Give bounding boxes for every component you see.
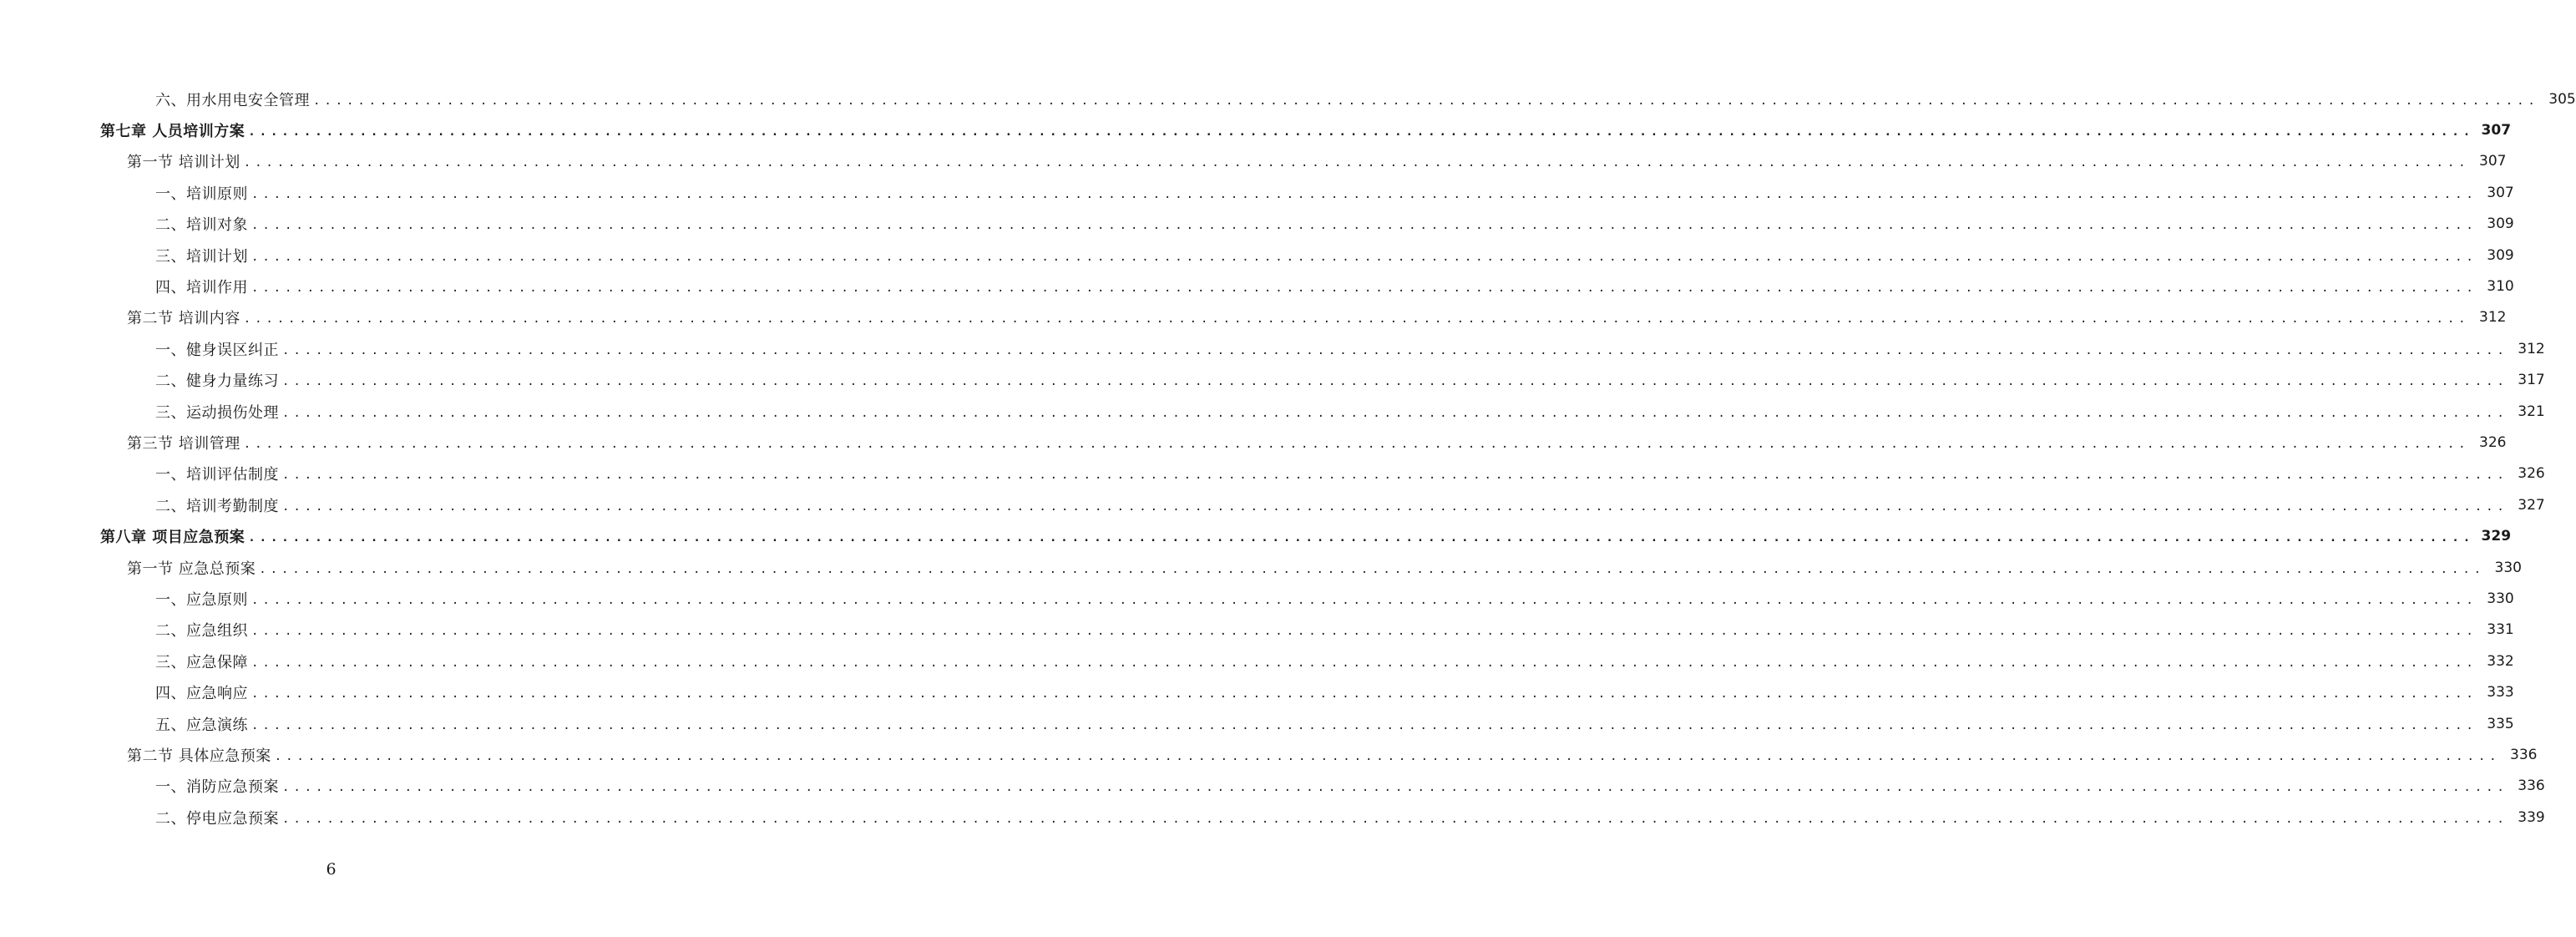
dot-leader: ........................................................................................................................................................................................................ bbox=[282, 812, 2508, 826]
toc-entry-label: 第三节 培训管理 bbox=[127, 434, 240, 453]
toc-entry-label: 第一节 培训计划 bbox=[127, 154, 240, 172]
toc-entry-item[interactable] bbox=[0, 615, 2514, 646]
toc-entry-section[interactable] bbox=[0, 427, 2507, 458]
dot-leader: ........................................................................................................................................................................................................ bbox=[248, 531, 2475, 545]
toc-entry-item[interactable] bbox=[0, 646, 2514, 676]
dot-leader: ........................................................................................................................................................................................................ bbox=[282, 343, 2508, 357]
toc-entry-label: 三、运动损伤处理 bbox=[155, 403, 279, 422]
toc-entry-section[interactable] bbox=[0, 552, 2522, 583]
toc-entry-page-number: 333 bbox=[2487, 684, 2514, 701]
toc-entry-label: 二、停电应急预案 bbox=[155, 809, 279, 828]
dot-leader: ........................................................................................................................................................................................................ bbox=[251, 187, 2477, 201]
toc-entry-label: 三、应急保障 bbox=[155, 653, 248, 671]
toc-entry-label: 第二节 培训内容 bbox=[127, 310, 240, 328]
toc-entry-page-number: 336 bbox=[2518, 777, 2545, 795]
toc-entry-page-number: 305 bbox=[2548, 90, 2576, 108]
toc-entry-label: 二、健身力量练习 bbox=[155, 372, 279, 391]
toc-entry-label: 一、健身误区纠正 bbox=[155, 341, 279, 359]
table-of-contents bbox=[0, 84, 2576, 833]
dot-leader: ........................................................................................................................................................................................................ bbox=[251, 625, 2477, 639]
toc-entry-label: 一、培训评估制度 bbox=[155, 466, 279, 484]
dot-leader: ........................................................................................................................................................................................................ bbox=[282, 468, 2508, 483]
toc-entry-label: 第八章 项目应急预案 bbox=[100, 529, 245, 547]
toc-entry-label: 一、培训原则 bbox=[155, 185, 248, 203]
toc-entry-item[interactable] bbox=[0, 802, 2545, 833]
toc-entry-item[interactable] bbox=[0, 240, 2514, 271]
dot-leader: ........................................................................................................................................................................................................ bbox=[282, 499, 2508, 514]
toc-entry-page-number: 330 bbox=[2487, 590, 2514, 607]
toc-entry-item[interactable] bbox=[0, 177, 2514, 208]
toc-entry-item[interactable] bbox=[0, 458, 2545, 489]
dot-leader: ........................................................................................................................................................................................................ bbox=[251, 656, 2477, 670]
toc-entry-page-number: 330 bbox=[2494, 559, 2522, 576]
toc-entry-page-number: 335 bbox=[2487, 715, 2514, 732]
toc-entry-label: 四、培训作用 bbox=[155, 279, 248, 297]
toc-entry-page-number: 307 bbox=[2487, 184, 2514, 201]
toc-entry-chapter[interactable] bbox=[0, 114, 2512, 145]
toc-entry-page-number: 307 bbox=[2481, 122, 2512, 139]
dot-leader: ........................................................................................................................................................................................................ bbox=[251, 250, 2477, 264]
page-number: 6 bbox=[326, 860, 337, 879]
toc-entry-item[interactable] bbox=[0, 84, 2576, 114]
dot-leader: ........................................................................................................................................................................................................ bbox=[274, 749, 2501, 763]
toc-entry-item[interactable] bbox=[0, 209, 2514, 240]
toc-entry-label: 二、培训对象 bbox=[155, 216, 248, 235]
toc-entry-label: 一、应急原则 bbox=[155, 590, 248, 609]
toc-entry-page-number: 326 bbox=[2518, 465, 2545, 483]
toc-entry-item[interactable] bbox=[0, 676, 2514, 707]
dot-leader: ........................................................................................................................................................................................................ bbox=[259, 562, 2485, 576]
toc-entry-item[interactable] bbox=[0, 333, 2545, 364]
toc-entry-item[interactable] bbox=[0, 708, 2514, 739]
dot-leader: ........................................................................................................................................................................................................ bbox=[243, 312, 2470, 327]
dot-leader: ........................................................................................................................................................................................................ bbox=[251, 687, 2477, 701]
toc-entry-page-number: 312 bbox=[2518, 340, 2545, 357]
toc-entry-item[interactable] bbox=[0, 489, 2545, 520]
toc-entry-item[interactable] bbox=[0, 396, 2545, 427]
toc-entry-page-number: 327 bbox=[2518, 496, 2545, 514]
toc-entry-page-number: 332 bbox=[2487, 652, 2514, 670]
toc-entry-label: 第七章 人员培训方案 bbox=[100, 123, 245, 141]
dot-leader: ........................................................................................................................................................................................................ bbox=[282, 406, 2508, 420]
toc-entry-label: 第二节 具体应急预案 bbox=[127, 747, 271, 765]
toc-entry-label: 四、应急响应 bbox=[155, 685, 248, 703]
toc-entry-chapter[interactable] bbox=[0, 520, 2512, 551]
dot-leader: ........................................................................................................................................................................................................ bbox=[251, 718, 2477, 732]
toc-entry-item[interactable] bbox=[0, 771, 2545, 802]
toc-entry-item[interactable] bbox=[0, 271, 2514, 301]
dot-leader: ........................................................................................................................................................................................................ bbox=[282, 781, 2508, 795]
toc-entry-page-number: 326 bbox=[2479, 433, 2507, 451]
toc-entry-section[interactable] bbox=[0, 302, 2507, 333]
toc-entry-label: 二、应急组织 bbox=[155, 622, 248, 641]
toc-entry-label: 第一节 应急总预案 bbox=[127, 560, 256, 578]
dot-leader: ........................................................................................................................................................................................................ bbox=[248, 125, 2475, 139]
dot-leader: ........................................................................................................................................................................................................ bbox=[243, 156, 2470, 170]
toc-entry-label: 五、应急演练 bbox=[155, 716, 248, 734]
toc-entry-page-number: 309 bbox=[2487, 246, 2514, 264]
dot-leader: ........................................................................................................................................................................................................ bbox=[313, 94, 2539, 108]
toc-entry-page-number: 317 bbox=[2518, 372, 2545, 389]
toc-entry-page-number: 336 bbox=[2510, 746, 2538, 763]
toc-entry-label: 一、消防应急预案 bbox=[155, 778, 279, 797]
toc-entry-page-number: 321 bbox=[2518, 403, 2545, 420]
dot-leader: ........................................................................................................................................................................................................ bbox=[251, 281, 2477, 296]
toc-entry-page-number: 309 bbox=[2487, 215, 2514, 233]
toc-entry-item[interactable] bbox=[0, 583, 2514, 614]
toc-entry-page-number: 312 bbox=[2479, 309, 2507, 327]
toc-entry-label: 三、培训计划 bbox=[155, 247, 248, 266]
toc-entry-page-number: 331 bbox=[2487, 621, 2514, 639]
toc-entry-item[interactable] bbox=[0, 365, 2545, 396]
toc-entry-section[interactable] bbox=[0, 146, 2507, 177]
dot-leader: ........................................................................................................................................................................................................ bbox=[282, 375, 2508, 389]
toc-entry-page-number: 339 bbox=[2518, 808, 2545, 826]
toc-entry-page-number: 310 bbox=[2487, 278, 2514, 296]
toc-entry-label: 二、培训考勤制度 bbox=[155, 497, 279, 515]
dot-leader: ........................................................................................................................................................................................................ bbox=[251, 219, 2477, 233]
toc-entry-section[interactable] bbox=[0, 739, 2538, 770]
toc-entry-page-number: 307 bbox=[2479, 153, 2507, 170]
toc-entry-label: 六、用水用电安全管理 bbox=[155, 91, 310, 109]
dot-leader: ........................................................................................................................................................................................................ bbox=[251, 593, 2477, 607]
dot-leader: ........................................................................................................................................................................................................ bbox=[243, 437, 2470, 451]
toc-entry-page-number: 329 bbox=[2481, 528, 2512, 545]
